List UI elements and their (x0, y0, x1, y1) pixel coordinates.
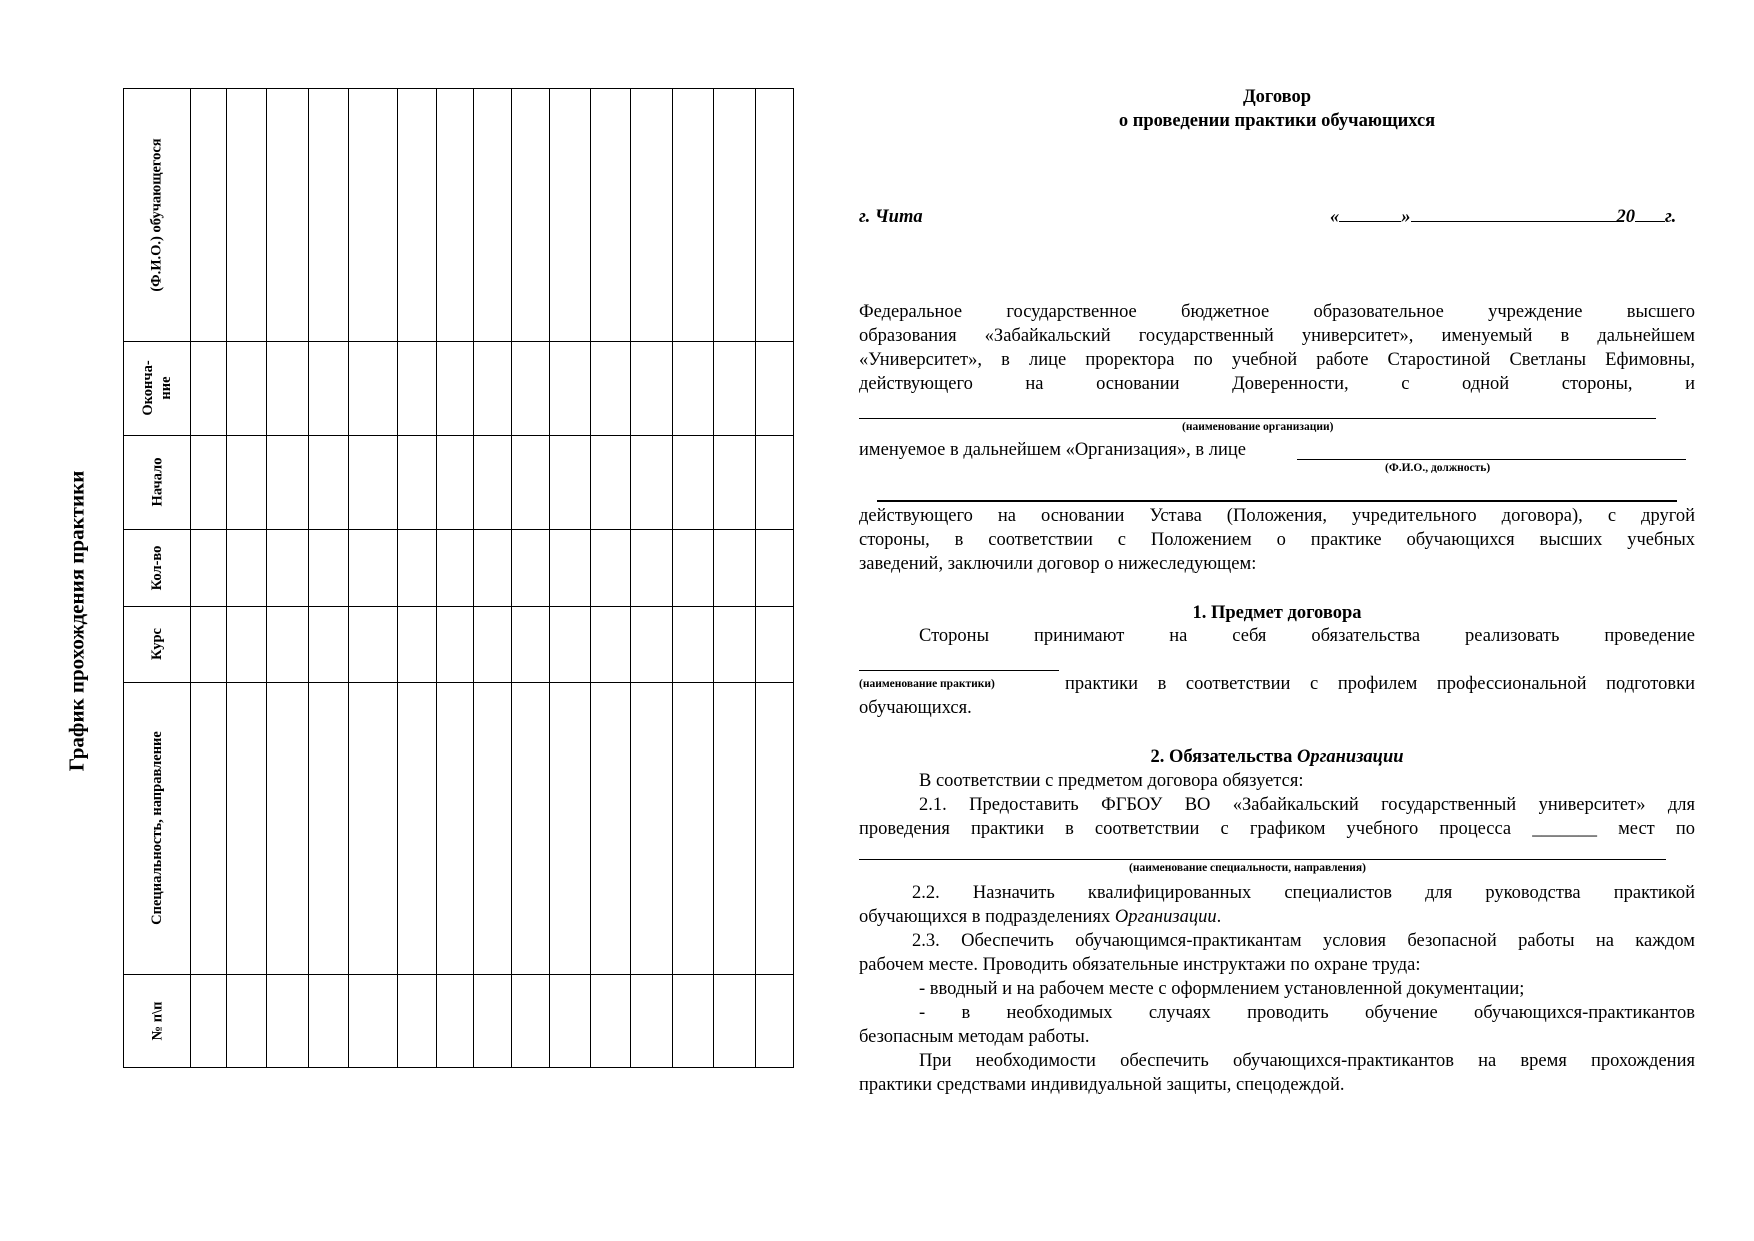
specialty-name-blank[interactable] (859, 859, 1666, 860)
table-col-divider (630, 89, 631, 1067)
table-col-divider (226, 89, 227, 1067)
section2-intro: В соответствии с предметом договора обязуется: (919, 771, 1304, 791)
bullet-2-line2: безопасным методам работы. (859, 1027, 1090, 1047)
table-row-divider (124, 435, 793, 436)
section1-title: 1. Предмет договора (1192, 603, 1362, 623)
item-2-1-line1: 2.1. Предоставить ФГБОУ ВО «Забайкальский государственный университет» для (919, 795, 1695, 815)
header-number: № п\п (149, 1001, 165, 1040)
section1-line1: Стороны принимают на себя обязательства реализовать проведение (919, 626, 1695, 646)
contract-date: « » 20 г. (1330, 207, 1677, 227)
item-2-2-line1: 2.2. Назначить квалифицированных специалистов для руководства практикой (912, 883, 1695, 903)
section2-title: 2. Обязательства Организации (1150, 747, 1404, 767)
table-col-divider (713, 89, 714, 1067)
caption-org: (наименование организации) (1182, 421, 1334, 433)
basis-line: стороны, в соответствии с Положением о практике обучающихся высших учебных (859, 530, 1695, 550)
table-row-divider (124, 341, 793, 342)
table-row-divider (124, 606, 793, 607)
table-col-divider (397, 89, 398, 1067)
header-course: Курс (149, 628, 165, 660)
contract-title: Договор (1242, 87, 1312, 107)
table-col-divider (308, 89, 309, 1067)
table-col-divider (436, 89, 437, 1067)
basis-paragraph (859, 504, 1695, 576)
final-line1: При необходимости обеспечить обучающихся-практикантов на время прохождения (919, 1051, 1695, 1071)
item-2-3-line2: рабочем месте. Проводить обязательные инструктажи по охране труда: (859, 955, 1421, 975)
date-day-blank[interactable] (1339, 205, 1401, 222)
city-date-line (859, 205, 1695, 229)
header-start: Начало (148, 457, 165, 507)
table-col-divider (266, 89, 267, 1067)
table-row-divider (124, 529, 793, 530)
representative-blank[interactable] (877, 500, 1677, 502)
fio-position-blank[interactable] (1297, 459, 1686, 460)
table-col-divider (190, 89, 191, 1067)
bullet-1: - вводный и на рабочем месте с оформлением установленной документации; (919, 979, 1525, 999)
table-col-divider (672, 89, 673, 1067)
contract-subtitle: о проведении практики обучающихся (1118, 111, 1436, 131)
bullet-2-line1: - в необходимых случаях проводить обучение обучающихся-практикантов (919, 1003, 1695, 1023)
org-name-blank[interactable] (859, 418, 1656, 419)
table-col-divider (473, 89, 474, 1067)
contract-page (859, 0, 1695, 1241)
schedule-title: График прохождения практики (64, 470, 89, 772)
caption-practice: (наименование практики) (859, 678, 995, 690)
basis-line: действующего на основании Устава (Положения, учредительного договора), с другой (859, 506, 1695, 526)
header-fio: (Ф.И.О.) обучающегося (149, 138, 165, 292)
item-2-2-line2: обучающихся в подразделениях Организации. (859, 907, 1222, 927)
header-specialty: Специальность, направление (149, 731, 166, 925)
table-col-divider (590, 89, 591, 1067)
header-end: Оконча-ние (140, 360, 174, 416)
intro-line: действующего на основании Доверенности, с одной стороны, и (859, 374, 1695, 394)
table-col-divider (755, 89, 756, 1067)
table-row-divider (124, 974, 793, 975)
table-col-divider (348, 89, 349, 1067)
table-col-divider (549, 89, 550, 1067)
table-row-divider (124, 682, 793, 683)
item-2-1-line2: проведения практики в соответствии с графиком учебного процесса _______ мест по (859, 819, 1695, 839)
date-year-blank[interactable] (1635, 205, 1665, 222)
caption-fio: (Ф.И.О., должность) (1385, 462, 1491, 474)
section1-line3: обучающихся. (859, 698, 972, 718)
table-col-divider (511, 89, 512, 1067)
intro-line: образования «Забайкальский государственный университет», именуемый в дальнейшем (859, 326, 1695, 346)
item-2-3-line1: 2.3. Обеспечить обучающимся-практикантам условия безопасной работы на каждом (912, 931, 1695, 951)
intro-line: «Университет», в лице проректора по учебной работе Старостиной Светланы Ефимовны, (859, 350, 1695, 370)
intro-line: Федеральное государственное бюджетное образовательное учреждение высшего (859, 302, 1695, 322)
basis-line: заведений, заключили договор о нижеследующем: (859, 554, 1257, 574)
city: г. Чита (859, 207, 923, 227)
header-count: Кол-во (149, 545, 165, 590)
section1-line2: практики в соответствии с профилем профессиональной подготовки (1065, 674, 1695, 694)
caption-specialty: (наименование специальности, направления) (1129, 862, 1366, 874)
date-month-blank[interactable] (1411, 205, 1617, 222)
intro-paragraph (859, 300, 1695, 396)
practice-name-blank[interactable] (859, 670, 1059, 671)
final-line2: практики средствами индивидуальной защиты, спецодеждой. (859, 1075, 1345, 1095)
schedule-table (123, 88, 794, 1068)
named-org-line: именуемое в дальнейшем «Организация», в лице (859, 440, 1246, 460)
